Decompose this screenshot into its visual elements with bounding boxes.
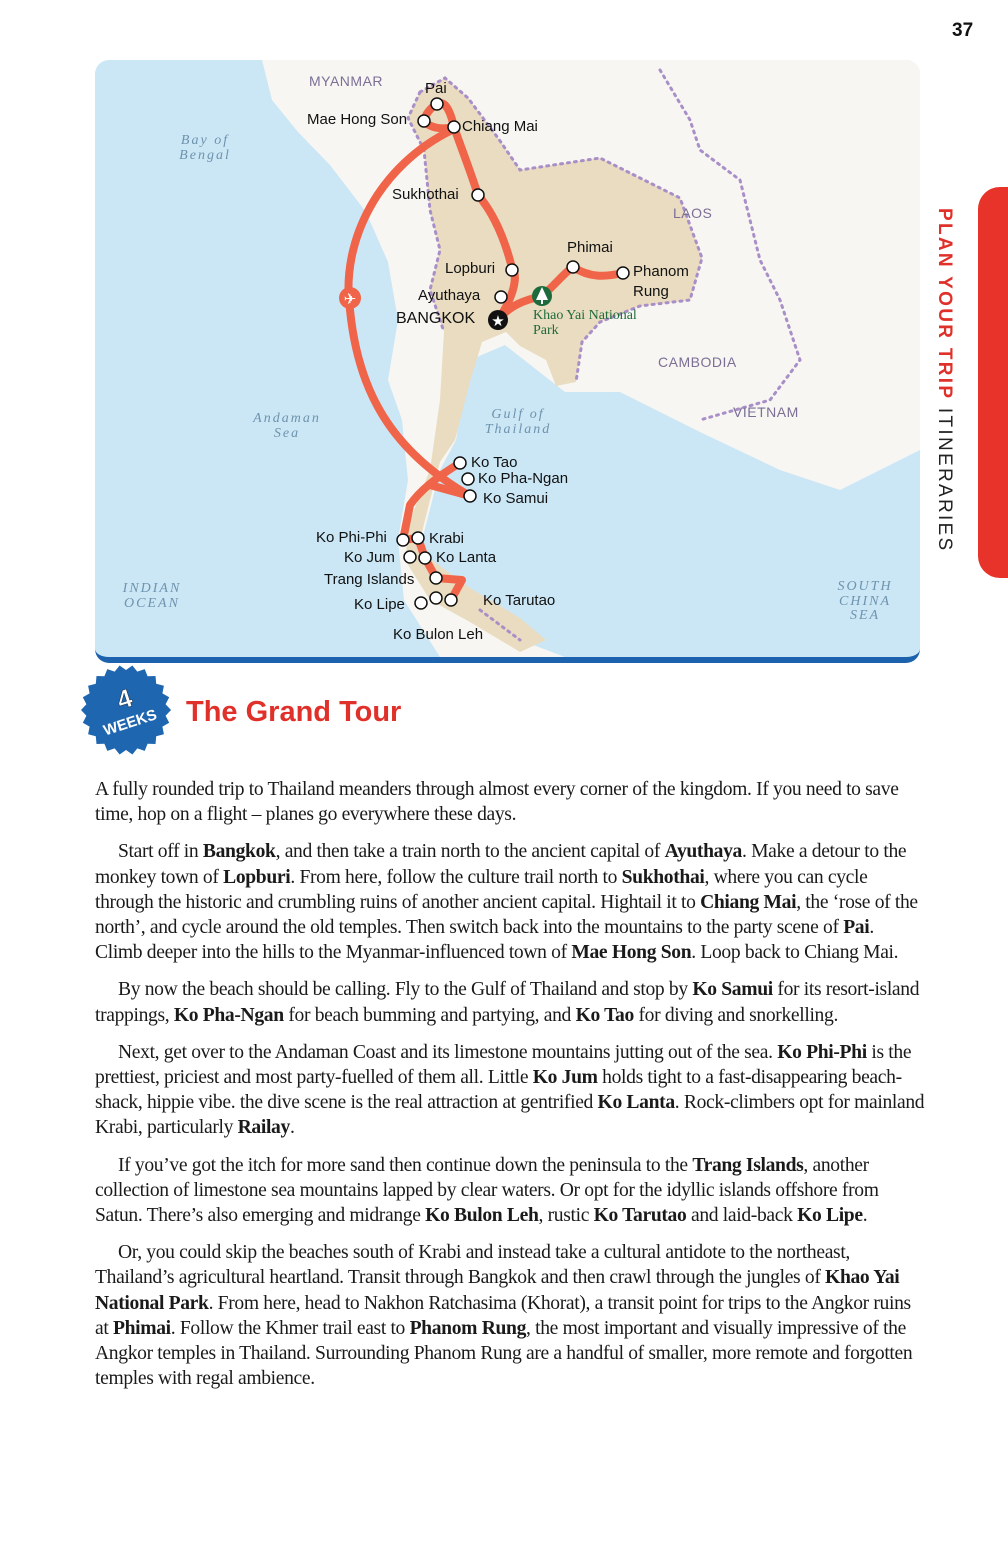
place-label: Ayuthaya — [418, 287, 481, 304]
paragraph — [95, 1040, 925, 1141]
text-run: , another collection of limestone sea mountains lapped by clear waters. Or opt for the idyllic islands offshore from Satun. There’s also emerging and midrange — [95, 1154, 879, 1227]
itinerary-body — [95, 777, 925, 1403]
place-label: Sukhothai — [392, 186, 459, 203]
itinerary-map — [95, 60, 920, 663]
text-run: , the ‘rose of the north’, and cycle around the old temples. Then switch back into the mountains to the party scene of — [95, 891, 918, 939]
park-label: Khao Yai National Park — [533, 308, 637, 338]
text-run: for diving and snorkelling. — [633, 1004, 838, 1026]
text-run: , rustic — [538, 1205, 594, 1227]
duration-badge — [80, 664, 172, 756]
place-name: Ko Lanta — [597, 1092, 675, 1114]
place-name: Ko Tarutao — [593, 1205, 687, 1227]
place-label: Krabi — [429, 530, 465, 547]
text-run: , the most important and visually impressive of the Angkor temples in Thailand. Surrounding Phanom Rung are a handful of smaller, more remote and forgotten temples with regal ambience. — [95, 1317, 913, 1390]
place-label: Ko Lanta — [436, 549, 497, 566]
place-name: Ko Phi-Phi — [777, 1041, 867, 1063]
text-run: By now the beach should be calling. Fly to the Gulf of Thailand and stop by — [118, 979, 693, 1001]
capital-label: BANGKOK — [396, 310, 476, 327]
paragraph — [95, 777, 925, 827]
place-name: Phanom Rung — [409, 1317, 527, 1339]
place-name: Railay — [237, 1117, 290, 1139]
section-name: PLAN YOUR TRIP — [934, 208, 955, 401]
place-name: Lopburi — [223, 866, 291, 888]
section-label — [933, 208, 955, 553]
place-label: Ko Pha-Ngan — [478, 470, 569, 487]
place-name: Pai — [843, 917, 870, 939]
place-name: Trang Islands — [692, 1154, 804, 1176]
text-run: , where you can cycle through the historic and crumbling ruins of another ancient capital. Hightail it to — [95, 866, 868, 913]
place-label: Phimai — [567, 239, 613, 256]
country-label: MYANMAR — [309, 73, 384, 89]
place-name: Sukhothai — [621, 866, 705, 888]
text-run: . From here, head to Nakhon Ratchasima (Khorat), a transit point for trips to the Angkor ruins at — [95, 1292, 911, 1339]
text-run: . From here, follow the culture trail north to — [290, 866, 622, 888]
plane-icon — [339, 287, 361, 309]
paragraph — [95, 1240, 925, 1391]
place-label: Ko Tarutao — [483, 592, 556, 609]
place-label: Ko Tao — [471, 454, 518, 471]
sea-label: SOUTH CHINA SEA — [837, 579, 893, 624]
text-run: for its resort-island trappings, — [95, 979, 920, 1026]
place-label: Ko Bulon Leh — [393, 626, 484, 643]
country-label: CAMBODIA — [658, 354, 737, 370]
text-run: is the prettiest, priciest and most party-fuelled of them all. Little — [95, 1041, 912, 1089]
text-run: . Loop back to Chiang Mai. — [691, 942, 899, 964]
sea-label: INDIAN OCEAN — [122, 581, 182, 611]
subsection-name: ITINERARIES — [934, 407, 955, 553]
place-label: Ko Samui — [483, 490, 549, 507]
text-run: Start off in — [118, 841, 203, 863]
place-label: Lopburi — [445, 260, 496, 277]
paragraph — [95, 977, 925, 1027]
place-label: Phanom Rung — [633, 263, 689, 300]
place-name: Bangkok — [202, 841, 276, 863]
text-run: holds tight to a fast-disappearing beach-shack, hippie vibe. the dive scene is the real attraction at gentrified — [95, 1067, 902, 1114]
place-name: Ko Tao — [575, 1004, 634, 1026]
place-label: Trang Islands — [324, 571, 415, 588]
sea-label: Bay of Bengal — [179, 133, 231, 163]
place-name: Ko Jum — [532, 1067, 598, 1089]
place-name: Chiang Mai — [700, 891, 797, 913]
svg-text:★: ★ — [491, 312, 505, 330]
text-run: . Rock-climbers opt for mainland Krabi, particularly — [95, 1092, 925, 1139]
text-run: Next, get over to the Andaman Coast and its limestone mountains jutting out of the sea. — [118, 1041, 778, 1063]
text-run: If you’ve got the itch for more sand then continue down the peninsula to the — [118, 1154, 693, 1176]
page-number: 37 — [952, 20, 974, 41]
sea-label: Gulf of Thailand — [484, 407, 552, 437]
paragraph — [95, 1153, 925, 1229]
place-name: Ayuthaya — [664, 841, 742, 863]
place-label: Ko Lipe — [354, 596, 405, 613]
text-run: . — [862, 1205, 868, 1227]
country-label: VIETNAM — [733, 404, 799, 420]
place-label: Chiang Mai — [462, 118, 538, 135]
text-run: . — [289, 1117, 295, 1139]
badge-unit: WEEKS — [101, 706, 159, 740]
place-name: Khao Yai National Park — [95, 1267, 900, 1314]
capital-star-icon — [488, 310, 508, 330]
text-run: , and then take a train north to the ancient capital of — [275, 841, 665, 863]
text-run: and laid-back — [686, 1205, 798, 1227]
place-label: Ko Jum — [344, 549, 395, 566]
text-run: for beach bumming and partying, and — [283, 1004, 576, 1026]
place-name: Phimai — [113, 1317, 171, 1339]
sea-label: Andaman Sea — [253, 411, 321, 441]
section-tab — [978, 187, 1008, 578]
text-run: . Climb deeper into the hills to the Myanmar-influenced town of — [95, 917, 874, 964]
place-name: Mae Hong Son — [571, 942, 692, 964]
place-label: Ko Phi-Phi — [316, 529, 387, 546]
place-label: Mae Hong Son — [307, 111, 408, 128]
text-run: . Make a detour to the monkey town of — [95, 841, 907, 888]
place-name: Ko Pha-Ngan — [173, 1004, 284, 1026]
place-name: Ko Lipe — [797, 1205, 863, 1227]
text-run: Or, you could skip the beaches south of Krabi and instead take a cultural antidote to the northeast, Thailand’s agricultural heartland. Transit through Bangkok and then crawl through the jungles of — [95, 1242, 850, 1289]
text-run: A fully rounded trip to Thailand meanders through almost every corner of the kingdom. If you need to save time, hop on a flight – planes go everywhere these days. — [95, 779, 899, 826]
place-name: Ko Samui — [692, 979, 773, 1001]
country-label: LAOS — [673, 205, 713, 221]
place-name: Ko Bulon Leh — [425, 1205, 539, 1227]
place-label: Pai — [425, 80, 447, 97]
itinerary-title: The Grand Tour — [186, 696, 402, 728]
park-tree-icon — [532, 286, 552, 306]
paragraph — [95, 839, 925, 965]
text-run: . Follow the Khmer trail east to — [170, 1317, 410, 1339]
svg-text:✈: ✈ — [343, 290, 357, 308]
badge-number: 4 — [112, 682, 137, 716]
